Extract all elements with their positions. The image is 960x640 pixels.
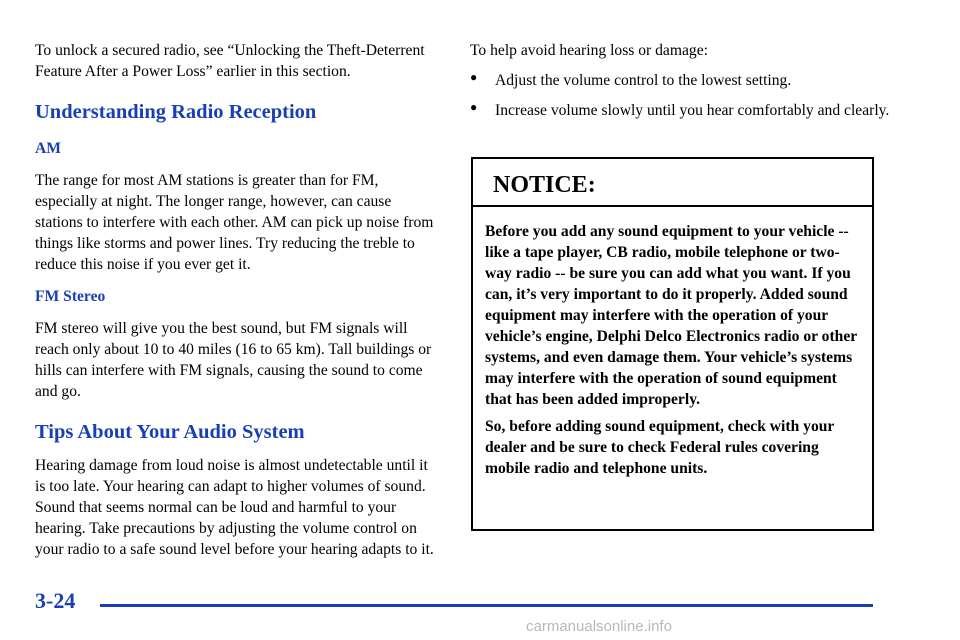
notice-box <box>471 157 874 531</box>
notice-paragraph-2: So, before adding sound equipment, check with your dealer and be sure to check Federal rules covering mobile radio and telephone units. <box>485 418 835 477</box>
hearing-intro: To help avoid hearing loss or damage: <box>470 42 708 59</box>
bullet-item-1 <box>470 70 890 91</box>
am-paragraph: The range for most AM stations is greater than for FM, especially at night. The longer range, however, can cause stations to interfere with each other. AM can pick up noise from things like storms and power lines. Try reducing the treble to reduce this noise if you ever get it. <box>35 172 434 273</box>
page-number: 3-24 <box>35 588 76 613</box>
bullet-text-1: Adjust the volume control to the lowest setting. <box>495 72 792 89</box>
footer-rule <box>100 604 873 607</box>
left-column <box>35 40 440 560</box>
bullet-item-2 <box>470 100 890 121</box>
right-column <box>470 40 890 121</box>
notice-title: NOTICE: <box>473 159 872 207</box>
section-heading-audio-tips: Tips About Your Audio System <box>35 421 305 443</box>
subheading-fm-stereo: FM Stereo <box>35 288 106 305</box>
notice-paragraph-1: Before you add any sound equipment to your vehicle -- like a tape player, CB radio, mobile telephone or two-way radio -- be sure you can add what you want. If you can, it’s very important to do it properly. Added sound equipment may interfere with the operation of your vehicle’s engine, Delphi Delco Electronics radio or other systems, and even damage them. Your vehicle’s systems may interfere with the operation of sound equipment that has been added improperly. <box>485 223 857 408</box>
fm-paragraph: FM stereo will give you the best sound, but FM signals will reach only about 10 to 40 miles (16 to 65 km). Tall buildings or hills can interfere with FM signals, causing the sound to come and go. <box>35 320 432 400</box>
subheading-am: AM <box>35 140 61 157</box>
intro-paragraph: To unlock a secured radio, see “Unlocking the Theft‑Deterrent Feature After a Power Loss” earlier in this section. <box>35 42 425 80</box>
bullet-dot-icon: ● <box>470 70 478 84</box>
notice-body <box>473 207 872 479</box>
bullet-dot-icon: ● <box>470 100 478 114</box>
tips-paragraph: Hearing damage from loud noise is almost undetectable until it is too late. Your hearing can adapt to higher volumes of sound. Sound that seems normal can be loud and harmful to your hearing. Take precautions by adjusting the volume control on your radio to a safe sound level before your hearing adapts to it. <box>35 457 434 558</box>
watermark-text: carmanualsonline.info <box>526 618 672 635</box>
bullet-text-2: Increase volume slowly until you hear comfortably and clearly. <box>495 102 890 119</box>
section-heading-radio-reception: Understanding Radio Reception <box>35 101 317 123</box>
